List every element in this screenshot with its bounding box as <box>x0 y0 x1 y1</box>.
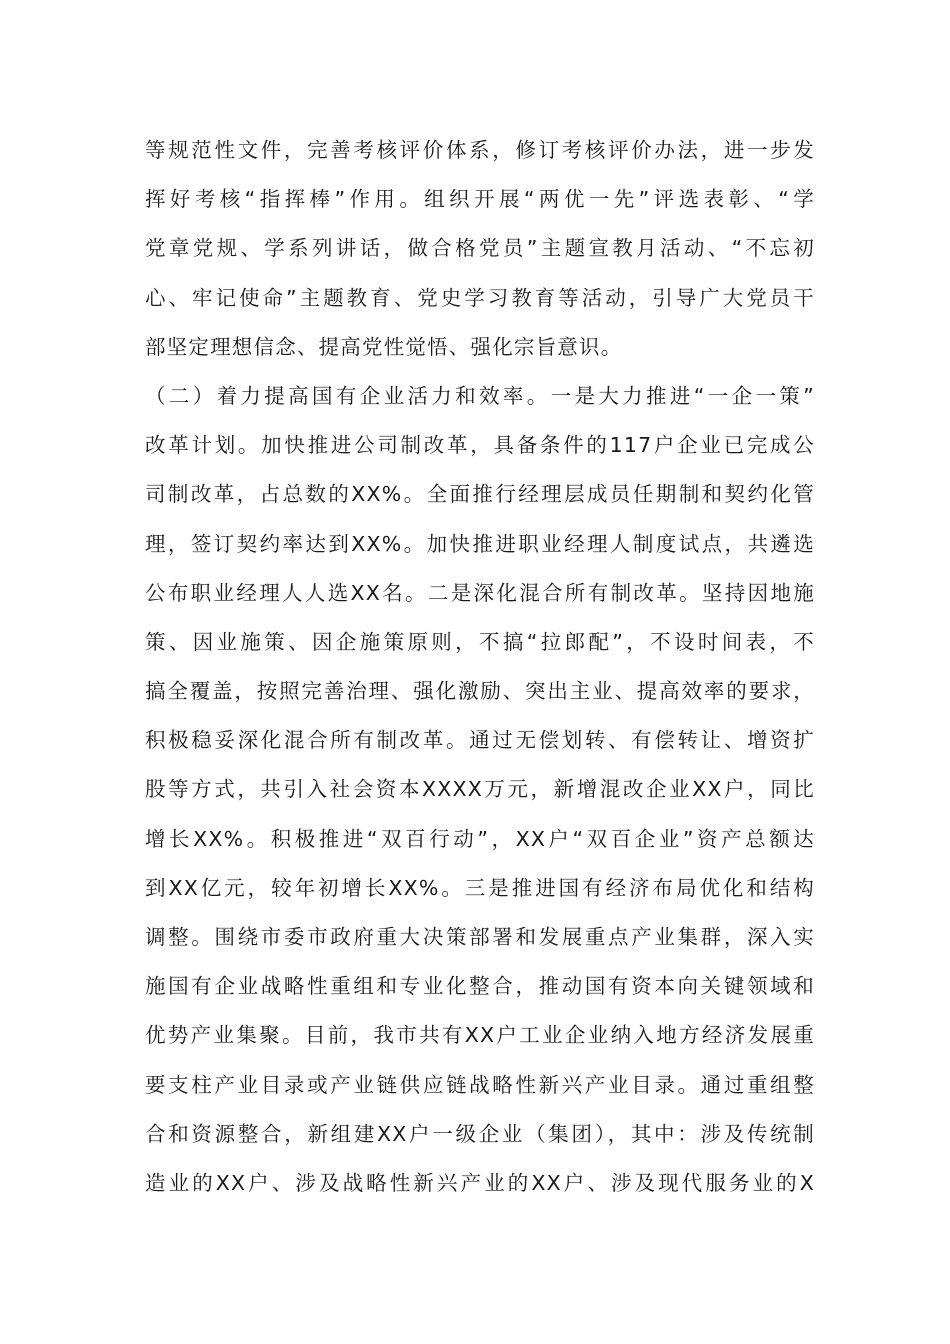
text-line: 搞全覆盖，按照完善治理、强化激励、突出主业、提高效率的要求， <box>145 679 815 704</box>
text-line: 优势产业集聚。目前，我市共有XX户工业企业纳入地方经济发展重 <box>145 1023 815 1048</box>
text-line: 等规范性文件，完善考核评价体系，修订考核评价办法，进一步发 <box>145 138 815 162</box>
text-line: 心、牢记使命”主题教育、党史学习教育等活动，引导广大党员干 <box>145 285 815 310</box>
text-line: 施国有企业战略性重组和专业化整合，推动国有资本向关键领域和 <box>145 974 815 999</box>
text-line: 到XX亿元，较年初增长XX%。三是推进国有经济布局优化和结构 <box>145 875 815 900</box>
text-line: 积极稳妥深化混合所有制改革。通过无偿划转、有偿转让、增资扩 <box>145 728 815 753</box>
text-line: 策、因业施策、因企施策原则，不搞“拉郎配”，不设时间表，不 <box>145 629 815 654</box>
text-line: 合和资源整合，新组建XX户一级企业（集团），其中：涉及传统制 <box>145 1121 815 1146</box>
section-heading-line: （二）着力提高国有企业活力和效率。一是大力推进“一企一策” <box>145 383 815 408</box>
text-line: 司制改革，占总数的XX%。全面推行经理层成员任期制和契约化管 <box>145 482 815 507</box>
text-line: 挥好考核“指挥棒”作用。组织开展“两优一先”评选表彰、“学 <box>145 187 815 212</box>
text-line: 要支柱产业目录或产业链供应链战略性新兴产业目录。通过重组整 <box>145 1072 815 1097</box>
text-line: 造业的XX户、涉及战略性新兴产业的XX户、涉及现代服务业的X <box>145 1170 815 1195</box>
text-line: 部坚定理想信念、提高党性觉悟、强化宗旨意识。 <box>145 334 623 359</box>
text-line: 公布职业经理人人选XX名。二是深化混合所有制改革。坚持因地施 <box>145 580 815 605</box>
body-text <box>145 126 815 1208</box>
text-line: 股等方式，共引入社会资本XXXX万元，新增混改企业XX户，同比 <box>145 777 815 802</box>
text-line: 增长XX%。积极推进“双百行动”，XX户“双百企业”资产总额达 <box>145 826 815 851</box>
text-line: 改革计划。加快推进公司制改革，具备条件的117户企业已完成公 <box>145 433 815 458</box>
text-line: 党章党规、学系列讲话，做合格党员”主题宣教月活动、“不忘初 <box>145 236 815 261</box>
text-line: 理，签订契约率达到XX%。加快推进职业经理人制度试点，共遴选 <box>145 531 815 556</box>
text-line: 调整。围绕市委市政府重大决策部署和发展重点产业集群，深入实 <box>145 925 815 949</box>
